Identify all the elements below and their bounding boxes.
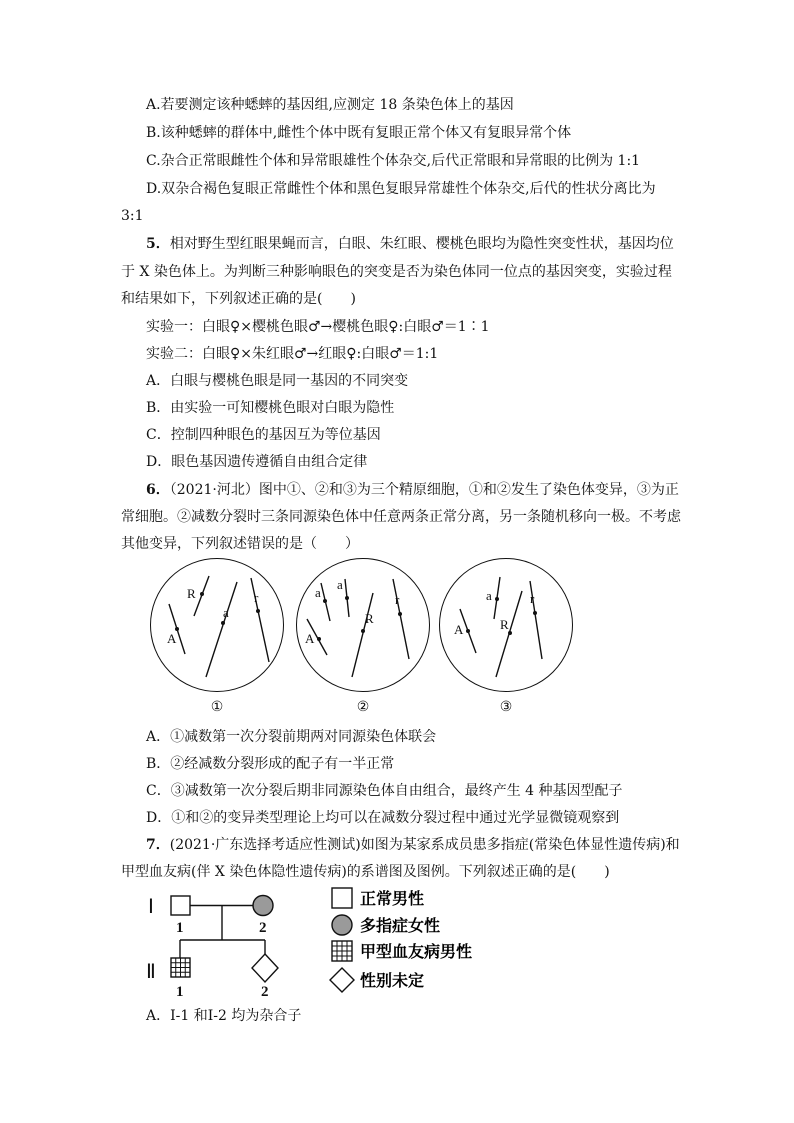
gene-label: A <box>454 622 464 637</box>
legend-hemophilia-male-label: 甲型血友病男性 <box>360 942 473 961</box>
q5-stem-line3: 和结果如下，下列叙述正确的是( ) <box>121 291 356 307</box>
q6-option-c: C．③减数第一次分裂后期非同源染色体自由组合，最终产生 4 种基因型配子 <box>146 783 623 799</box>
gene-label: a <box>337 577 343 592</box>
gene-label: a <box>486 588 492 603</box>
q5-stem-line1: 相对野生型红眼果蝇而言，白眼、朱红眼、樱桃色眼均为隐性突变性状，基因均位 <box>169 236 674 252</box>
individual-II-1-hemophilia-male <box>171 958 190 977</box>
individual-label: 1 <box>176 920 184 936</box>
legend-sex-unknown-label: 性别未定 <box>360 971 425 990</box>
q4-option-d: D.双杂合褐色复眼正常雌性个体和黑色复眼异常雄性个体杂交,后代的性状分离比为 <box>146 181 656 197</box>
cell-2-chromosomes <box>297 559 429 691</box>
cell-2-label: ② <box>356 699 370 715</box>
cell-2 <box>296 558 430 715</box>
gene-label: a <box>315 585 321 600</box>
q6-option-d: D．①和②的变异类型理论上均可以在减数分裂过程中通过光学显微镜观察到 <box>146 810 620 826</box>
q6-stem <box>146 481 679 499</box>
q7-number: 7． <box>146 837 170 853</box>
cell-diagram <box>150 558 590 728</box>
q6-stem-line2: 常细胞。②减数分裂时三条同源染色体中任意两条正常分离，另一条随机移向一极。不考虑 <box>121 509 681 525</box>
q5-option-b: B．由实验一可知樱桃色眼对白眼为隐性 <box>146 400 395 416</box>
gene-label: a <box>223 605 229 620</box>
q5-number: 5． <box>146 236 170 252</box>
legend-sex-unknown-icon <box>330 968 354 992</box>
individual-I-2-polydactyly-female <box>253 896 273 916</box>
q6-number: 6． <box>146 482 170 498</box>
individual-label: 1 <box>176 984 184 1000</box>
q4-option-c: C.杂合正常眼雌性个体和异常眼雄性个体杂交,后代正常眼和异常眼的比例为 1:1 <box>146 153 641 169</box>
individual-I-1-normal-male <box>171 896 190 915</box>
legend-hemophilia-male-icon <box>332 941 352 961</box>
q6-option-a: A．①减数第一次分裂前期两对同源染色体联会 <box>146 729 437 745</box>
gene-label: r <box>395 592 400 607</box>
q5-stem <box>146 235 674 253</box>
q5-option-d: D．眼色基因遗传遵循自由组合定律 <box>146 454 368 470</box>
q4-option-b: B.该种蟋蟀的群体中,雌性个体中既有复眼正常个体又有复眼异常个体 <box>146 125 572 141</box>
legend-polydactyly-female-icon <box>332 915 352 935</box>
individual-label: 2 <box>261 984 269 1000</box>
q6-stem-line3: 其他变异，下列叙述错误的是（ ） <box>121 536 359 552</box>
gene-label: R <box>365 611 374 626</box>
generation-1-label: Ⅰ <box>148 896 154 918</box>
gene-label: r <box>254 590 259 605</box>
q5-experiment-1: 实验一：白眼♀×樱桃色眼♂→樱桃色眼♀:白眼♂＝1∶1 <box>146 319 490 335</box>
q5-option-a: A．白眼与樱桃色眼是同一基因的不同突变 <box>146 373 409 389</box>
legend-normal-male-icon <box>332 888 352 908</box>
pedigree-legend <box>330 888 472 992</box>
cell-1 <box>150 558 284 715</box>
legend-normal-male-label: 正常男性 <box>360 889 425 908</box>
q7-option-a: A．Ⅰ-1 和Ⅰ-2 均为杂合子 <box>146 1008 302 1024</box>
cell-3 <box>439 558 573 715</box>
q4-option-d-continued: 3:1 <box>121 208 144 224</box>
gene-label: r <box>530 591 535 606</box>
cell-3-label: ③ <box>499 699 513 715</box>
gene-label: R <box>500 617 509 632</box>
q7-stem-line1: (2021·广东选择考适应性测试)如图为某家系成员患多指症(常染色体显性遗传病)和 <box>169 837 680 853</box>
q5-option-c: C．控制四种眼色的基因互为等位基因 <box>146 427 381 443</box>
generation-2-label: Ⅱ <box>146 961 156 983</box>
q7-stem-line2: 甲型血友病(伴 X 染色体隐性遗传病)的系谱图及图例。下列叙述正确的是( ) <box>121 864 610 880</box>
individual-label: 2 <box>259 920 267 936</box>
pedigree-chart <box>140 880 520 1005</box>
cell-1-chromosomes <box>151 559 283 691</box>
individual-II-2-sex-unknown <box>252 954 278 982</box>
q6-option-b: B．②经减数分裂形成的配子有一半正常 <box>146 756 395 772</box>
q6-stem-line1: （2021·河北）图中①、②和③为三个精原细胞，①和②发生了染色体变异，③为正 <box>169 482 679 498</box>
gene-label: A <box>167 631 177 646</box>
gene-label: R <box>187 586 196 601</box>
legend-polydactyly-female-label: 多指症女性 <box>360 916 441 935</box>
q5-experiment-2: 实验二：白眼♀×朱红眼♂→红眼♀:白眼♂＝1:1 <box>146 346 439 362</box>
q5-stem-line2: 于 X 染色体上。为判断三种影响眼色的突变是否为染色体同一位点的基因突变，实验过程 <box>121 264 672 280</box>
cell-3-chromosomes <box>440 559 572 691</box>
cell-1-label: ① <box>210 699 224 715</box>
pedigree-diagram <box>140 880 520 1005</box>
q4-option-a: A.若要测定该种蟋蟀的基因组,应测定 18 条染色体上的基因 <box>146 97 514 113</box>
gene-label: A <box>305 631 315 646</box>
q7-stem <box>146 836 680 854</box>
